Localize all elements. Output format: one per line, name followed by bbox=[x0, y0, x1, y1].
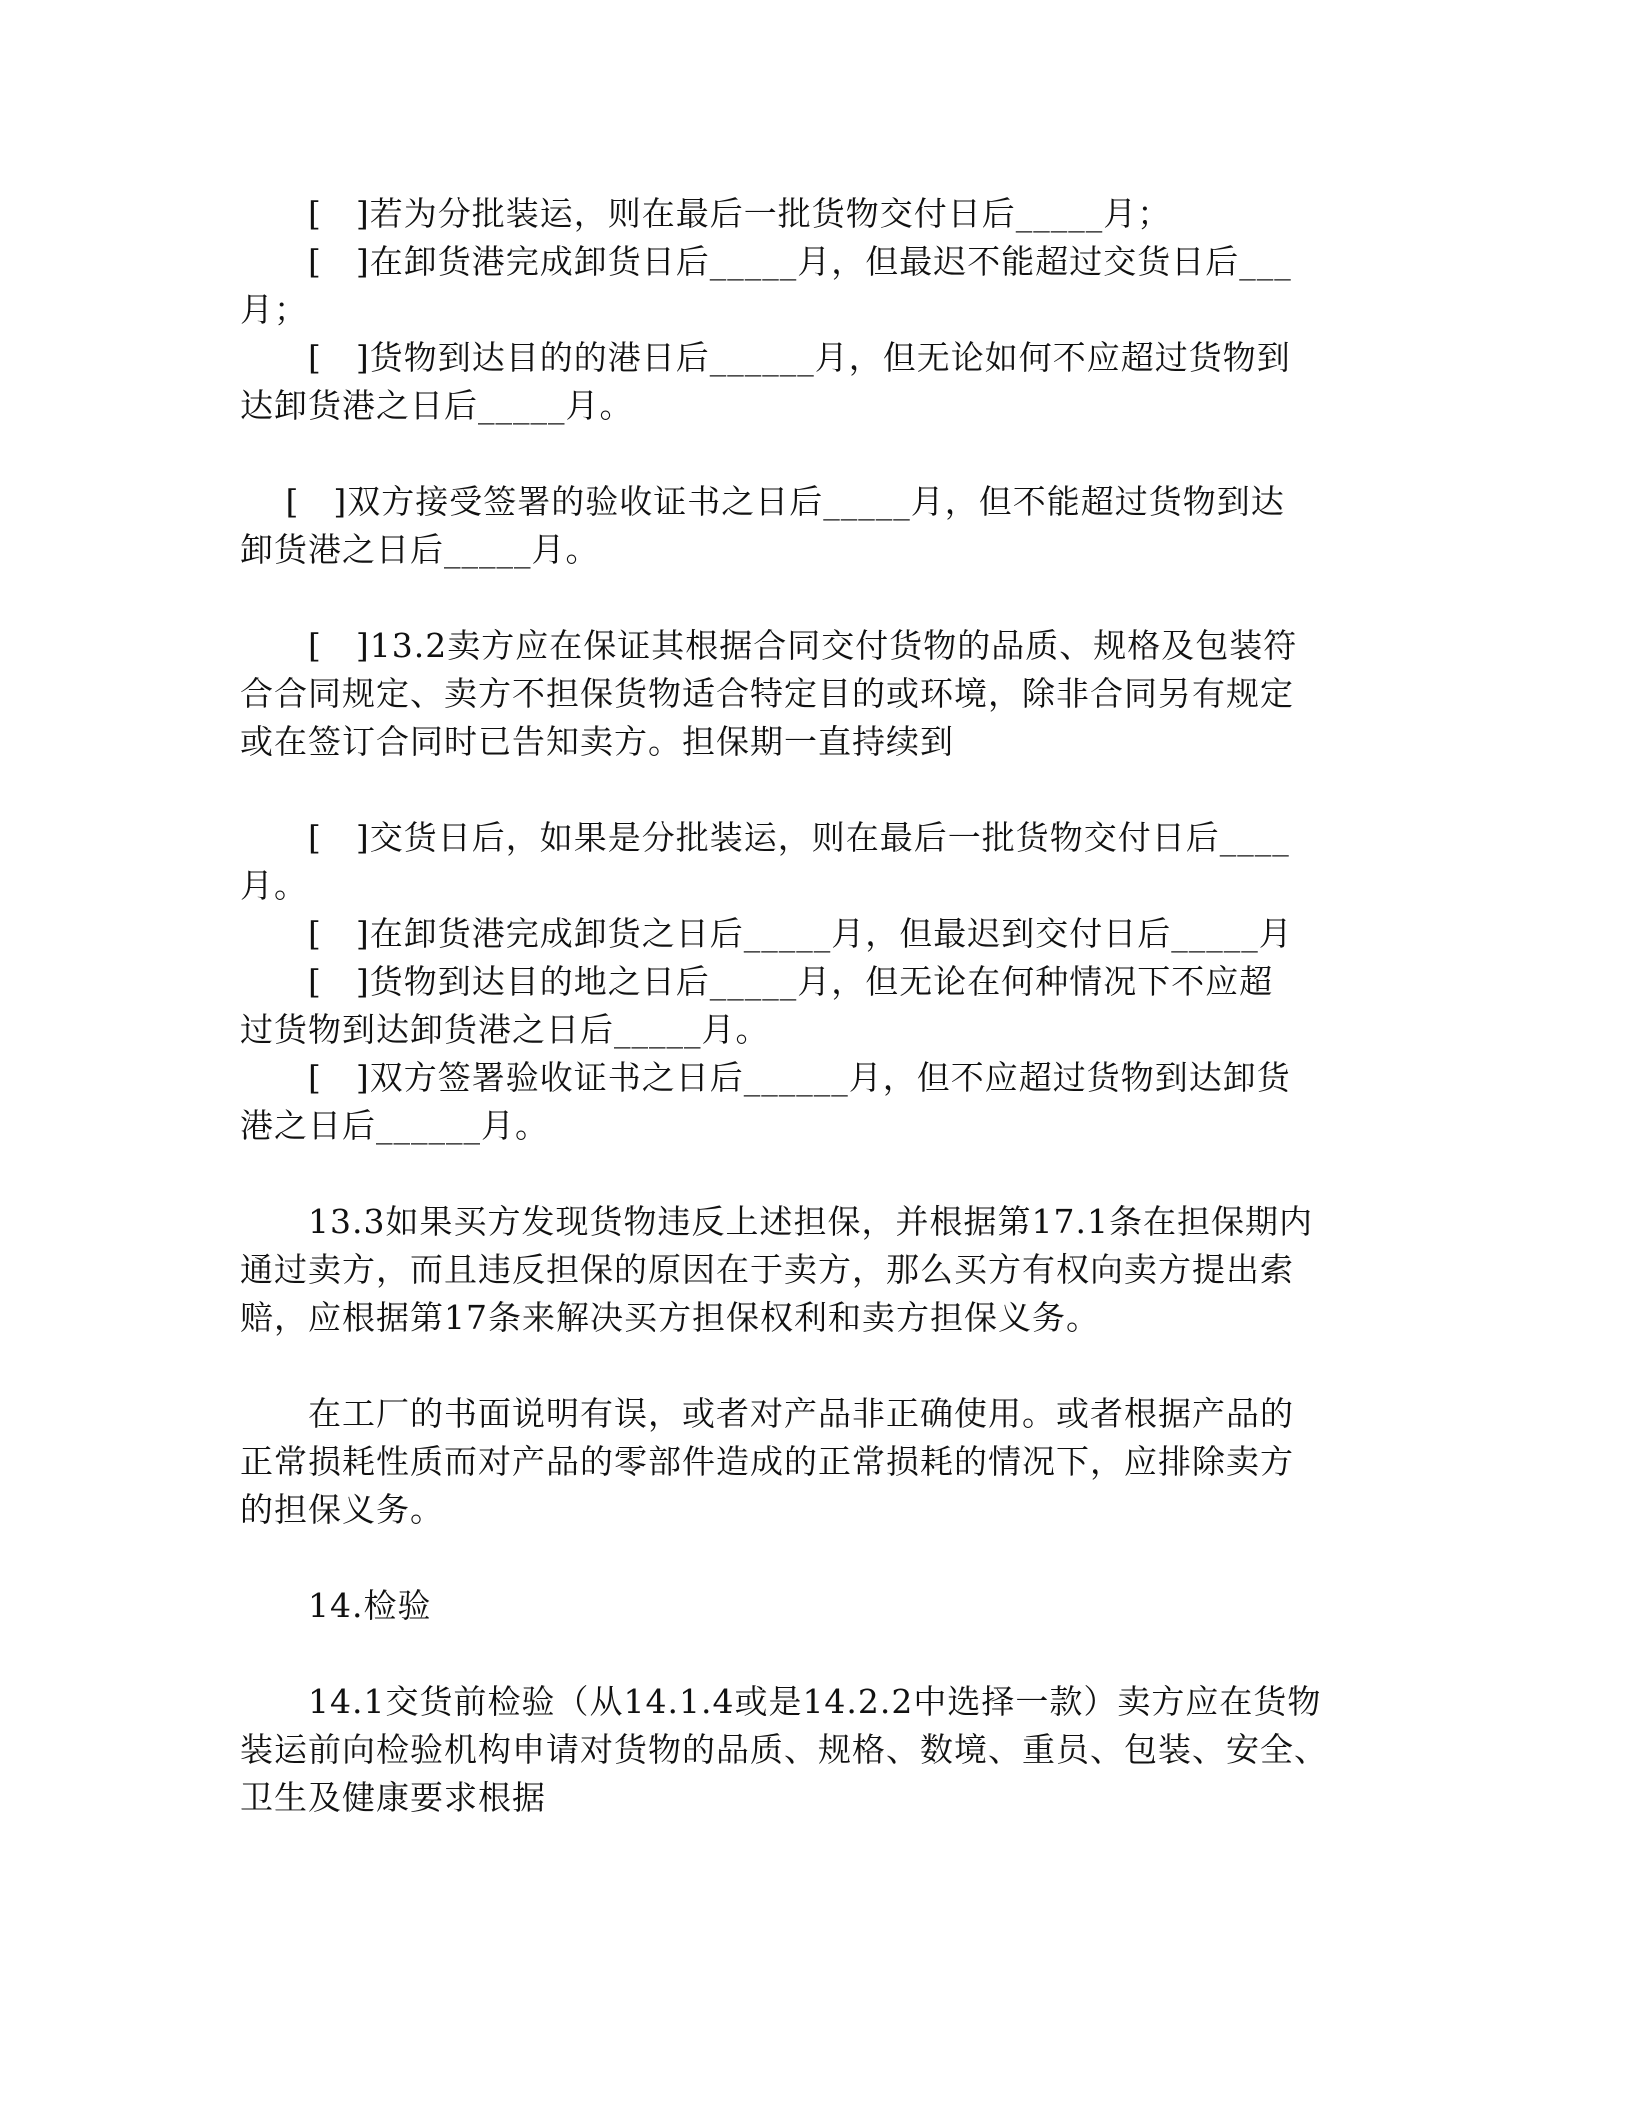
text-line: 卸货港之日后_____月。 bbox=[240, 530, 600, 569]
text-line: 装运前向检验机构申请对货物的品质、规格、数境、重员、包装、安全、 bbox=[240, 1730, 1328, 1769]
paragraph-section-14-1 bbox=[240, 1678, 1380, 1822]
text-line: [ ]双方接受签署的验收证书之日后_____月，但不能超过货物到达 bbox=[240, 482, 1285, 521]
text-line: 港之日后______月。 bbox=[240, 1106, 549, 1145]
text-line: 13.3如果买方发现货物违反上述担保，并根据第17.1条在担保期内 bbox=[240, 1202, 1313, 1241]
text-line: 在工厂的书面说明有误，或者对产品非正确使用。或者根据产品的 bbox=[240, 1394, 1294, 1433]
text-line: [ ]13.2卖方应在保证其根据合同交付货物的品质、规格及包装符 bbox=[240, 626, 1298, 665]
text-line: 或在签订合同时已告知卖方。担保期一直持续到 bbox=[240, 722, 954, 761]
text-line: 合合同规定、卖方不担保货物适合特定目的或环境，除非合同另有规定 bbox=[240, 674, 1294, 713]
paragraph-section-13-3 bbox=[240, 1198, 1380, 1342]
paragraph-exclusions bbox=[240, 1390, 1380, 1534]
paragraph-section-13-2 bbox=[240, 622, 1380, 766]
text-line: [ ]双方签署验收证书之日后______月，但不应超过货物到达卸货 bbox=[240, 1058, 1291, 1097]
text-line: [ ]若为分批装运，则在最后一批货物交付日后_____月； bbox=[240, 194, 1172, 233]
paragraph-shipment-options bbox=[240, 190, 1380, 430]
text-line: [ ]在卸货港完成卸货日后_____月，但最迟不能超过交货日后___ bbox=[240, 242, 1292, 281]
text-line: 的担保义务。 bbox=[240, 1490, 444, 1529]
text-line: 达卸货港之日后_____月。 bbox=[240, 386, 634, 425]
text-line: 卫生及健康要求根据 bbox=[240, 1778, 546, 1817]
text-line: [ ]货物到达目的的港日后______月，但无论如何不应超过货物到 bbox=[240, 338, 1291, 377]
text-line: 月。 bbox=[240, 866, 308, 905]
section-heading-14 bbox=[240, 1582, 1380, 1630]
text-line: [ ]在卸货港完成卸货之日后_____月，但最迟到交付日后_____月 bbox=[240, 914, 1293, 953]
text-line: [ ]交货日后，如果是分批装运，则在最后一批货物交付日后____ bbox=[240, 818, 1290, 857]
text-line: 通过卖方，而且违反担保的原因在于卖方，那么买方有权向卖方提出索 bbox=[240, 1250, 1294, 1289]
paragraph-warranty-period-options bbox=[240, 814, 1380, 1150]
text-line: 月； bbox=[240, 290, 308, 329]
text-line: 过货物到达卸货港之日后_____月。 bbox=[240, 1010, 770, 1049]
text-line: [ ]货物到达目的地之日后_____月，但无论在何种情况下不应超 bbox=[240, 962, 1274, 1001]
text-line: 正常损耗性质而对产品的零部件造成的正常损耗的情况下，应排除卖方 bbox=[240, 1442, 1294, 1481]
section-title: 14.检验 bbox=[240, 1586, 432, 1625]
text-line: 赔，应根据第17条来解决买方担保权利和卖方担保义务。 bbox=[240, 1298, 1100, 1337]
text-line: 14.1交货前检验（从14.1.4或是14.2.2中选择一款）卖方应在货物 bbox=[240, 1682, 1322, 1721]
paragraph-acceptance-certificate bbox=[240, 478, 1380, 574]
